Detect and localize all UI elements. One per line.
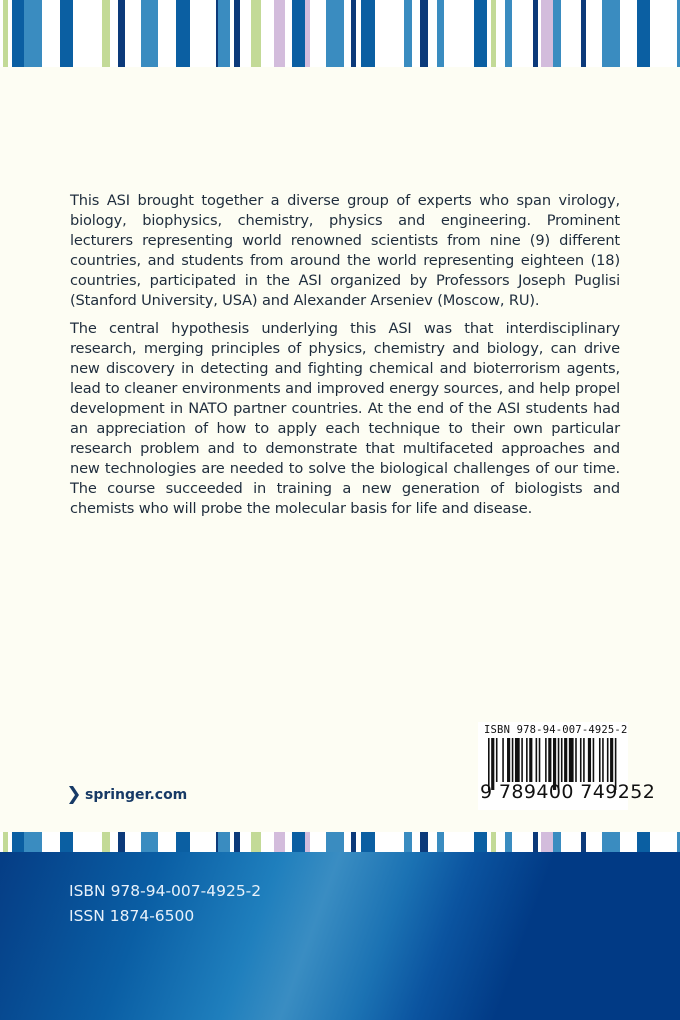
stripe (637, 832, 650, 852)
springer-link-text: springer.com (85, 787, 188, 803)
stripe (326, 0, 344, 67)
stripe (553, 832, 561, 852)
stripe (234, 832, 240, 852)
stripe (505, 832, 512, 852)
top-stripe-band (0, 0, 680, 67)
stripe (24, 832, 42, 852)
stripe (581, 832, 586, 852)
footer-blue-band (0, 852, 680, 1020)
description-paragraph-2: The central hypothesis underlying this ASI was that interdisciplinary research, merging principles of physics, chemistry and biology, can drive new discovery in detecting and fighting chemical and bioterrorism agents, lead to cleaner environments and improved energy sources, and help propel development in NATO partner countries. At the end of the ASI students had an appreciation of how to apply each technique to their own particular research problem and to demonstrate that multifaceted approaches and new technologies are needed to solve the biological challenges of our time. The course succeeded in training a new generation of biologists and chemists who will probe the molecular basis for life and disease. (70, 319, 620, 517)
stripe (141, 832, 158, 852)
stripe (3, 0, 8, 67)
stripe (292, 832, 305, 852)
stripe (533, 832, 538, 852)
stripe (437, 0, 444, 67)
barcode-isbn-label: ISBN 978-94-007-4925-2 (484, 724, 628, 736)
stripe (274, 0, 285, 67)
stripe (541, 0, 553, 67)
stripe (274, 832, 285, 852)
bottom-stripe-band (0, 832, 680, 852)
stripe (420, 832, 428, 852)
stripe (404, 832, 412, 852)
stripe (420, 0, 428, 67)
stripe (553, 0, 561, 67)
stripe (351, 832, 356, 852)
chevron-right-icon (68, 786, 79, 804)
stripe (602, 832, 620, 852)
stripe (218, 832, 230, 852)
stripe (60, 0, 73, 67)
barcode-digits: 9 789400 749252 (480, 781, 656, 803)
stripe (60, 832, 73, 852)
stripe (3, 832, 8, 852)
stripe (12, 832, 24, 852)
stripe (218, 0, 230, 67)
stripe (474, 832, 487, 852)
stripe (581, 0, 586, 67)
stripe (12, 0, 24, 67)
footer-isbn: ISBN 978-94-007-4925-2 (69, 882, 262, 900)
stripe (351, 0, 356, 67)
stripe (176, 0, 190, 67)
stripe (141, 0, 158, 67)
stripe (505, 0, 512, 67)
stripe (541, 832, 553, 852)
stripe (491, 0, 496, 67)
stripe (437, 832, 444, 852)
stripe (118, 0, 125, 67)
stripe (118, 832, 125, 852)
stripe (102, 832, 110, 852)
description-paragraph-1: This ASI brought together a diverse group of experts who span virology, biology, biophysics, chemistry, physics and engineering. Prominent lecturers representing world renowned scientists from nine (9) different countries, and students from around the world representing eighteen (18) countries, participated in the ASI organized by Professors Joseph Puglisi (Stanford University, USA) and Alexander Arseniev (Moscow, RU). (70, 191, 620, 309)
stripe (326, 832, 344, 852)
stripe (24, 0, 42, 67)
stripe (533, 0, 538, 67)
stripe (474, 0, 487, 67)
stripe (251, 0, 261, 67)
stripe (305, 832, 310, 852)
stripe (305, 0, 310, 67)
stripe (491, 832, 496, 852)
stripe (234, 0, 240, 67)
springer-link[interactable] (68, 786, 187, 804)
barcode (478, 722, 656, 810)
stripe (292, 0, 305, 67)
stripe (361, 832, 375, 852)
stripe (176, 832, 190, 852)
stripe (637, 0, 650, 67)
footer-issn: ISSN 1874-6500 (69, 907, 195, 925)
stripe (102, 0, 110, 67)
stripe (404, 0, 412, 67)
stripe (361, 0, 375, 67)
stripe (251, 832, 261, 852)
stripe (602, 0, 620, 67)
